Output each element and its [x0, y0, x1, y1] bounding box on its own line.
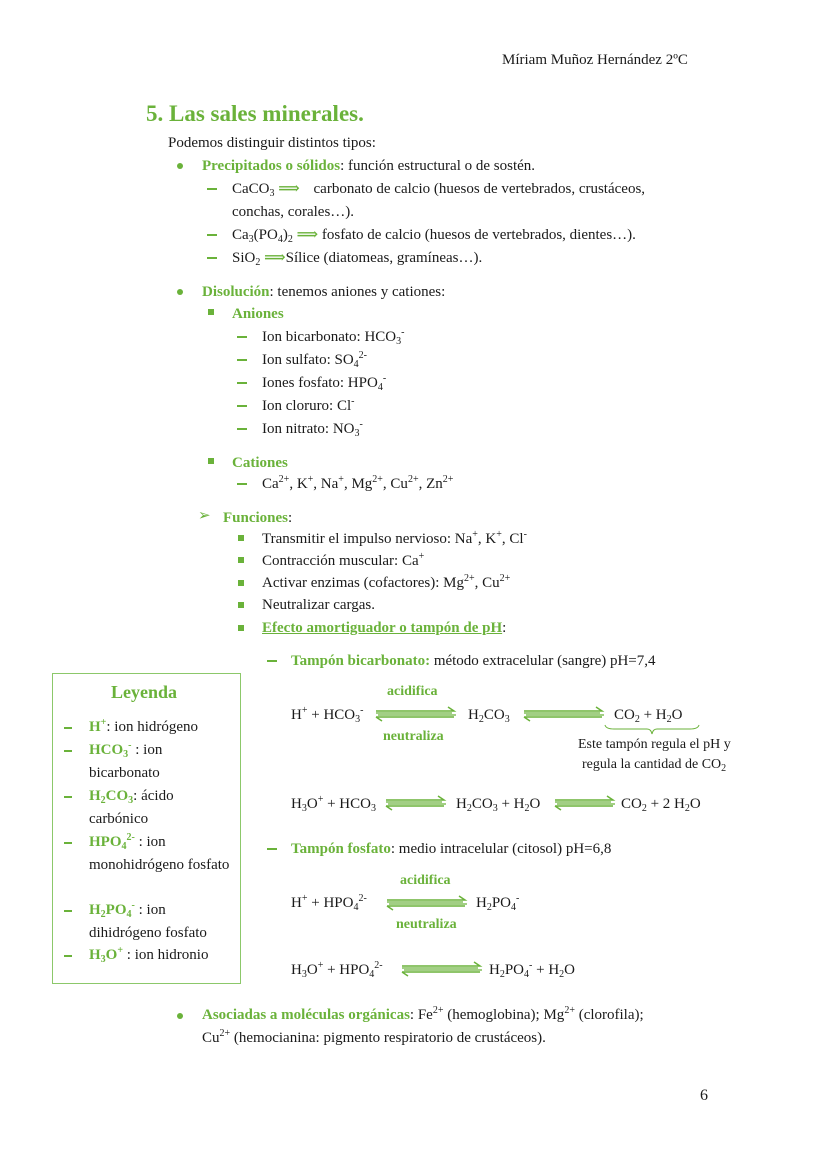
funcion-item: Transmitir el impulso nervioso: Na+, K+, Cl-	[262, 529, 527, 547]
legend-item: $H_2CO_3$: ácido carbónico	[61, 785, 236, 830]
dash-bullet	[207, 188, 217, 190]
organicas-line-2: $Cu^{2+}$ (hemocianina: pigmento respiratorio de crustáceos).	[202, 1028, 546, 1046]
legend-title: Leyenda	[111, 682, 178, 702]
disolucion-line: Disolución: tenemos aniones y cationes:	[202, 284, 446, 300]
bicarb-eq1-left: $H^+ + HCO_3^-$	[291, 705, 364, 725]
right-arrow-icon: ⟹	[264, 250, 286, 266]
square-bullet	[238, 580, 244, 586]
organicas-line-1: Asociadas a moléculas orgánicas: $Fe^{2+}$ (hemoglobina); $Mg^{2+}$ (clorofila);	[202, 1005, 644, 1023]
page-number: 6	[700, 1087, 708, 1104]
bicarb-note-2: regula la cantidad de $CO_2$	[582, 757, 727, 774]
square-bullet	[238, 625, 244, 631]
cationes-label: Cationes	[232, 455, 288, 471]
dash-bullet	[237, 359, 247, 361]
square-bullet	[238, 557, 244, 563]
precipitados-line: Precipitados o sólidos: función estructural o de sostén.	[202, 158, 536, 174]
chevron-right-icon: ➢	[198, 508, 211, 524]
equilibrium-arrow-icon	[384, 796, 448, 810]
anion-item: Ion sulfato: $SO_4^{2-}$	[262, 350, 368, 370]
equilibrium-arrow-icon	[400, 962, 484, 976]
anion-item: Iones fosfato: $HPO_4^-$	[262, 373, 387, 393]
square-bullet	[208, 309, 214, 315]
fosfato-eq1-right: $H_2PO_4^-$	[476, 893, 520, 913]
neutraliza-label: neutraliza	[396, 917, 457, 932]
bicarb-eq1-mid: $H_2CO_3$	[468, 707, 510, 725]
dash-bullet	[267, 660, 277, 662]
acidifica-label: acidifica	[387, 684, 438, 699]
legend-item: $H_2PO_4^-$ : ion dihidrógeno fosfato	[61, 899, 236, 944]
legend-item: $HPO_4^{2-}$ : ion monohidrógeno fosfato	[61, 831, 236, 876]
tampon-bicarbonato-line: Tampón bicarbonato: método extracelular (sangre) pH=7,4	[291, 653, 656, 669]
tampon-fosfato-line: Tampón fosfato: medio intracelular (citosol) pH=6,8	[291, 841, 612, 857]
funcion-item: Neutralizar cargas.	[262, 597, 375, 613]
dash-bullet	[237, 336, 247, 338]
bicarb-eq2-right: $CO_2 + 2$ $H_2O$	[621, 796, 701, 814]
bicarb-note-1: Este tampón regula el pH y	[578, 737, 731, 752]
legend-box	[52, 673, 241, 984]
anion-item: Ion cloruro: Cl-	[262, 396, 355, 414]
right-arrow-icon: ⟹	[278, 181, 300, 197]
fosfato-eq2-left: $H_3O^+ + HPO_4^{2-}$	[291, 960, 383, 980]
precip-item-caco3: CaCO$_3$ ⟹ carbonato de calcio (huesos de vertebrados, crustáceos,	[232, 181, 646, 199]
square-bullet	[208, 458, 214, 464]
square-bullet	[238, 602, 244, 608]
legend-item: H+: ion hidrógeno	[61, 716, 236, 739]
equilibrium-arrow-icon	[522, 707, 606, 721]
funciones-label: Funciones:	[223, 510, 293, 526]
equilibrium-arrow-icon	[553, 796, 617, 810]
anion-item: Ion nitrato: $NO_3^-$	[262, 419, 363, 439]
fosfato-eq2-right: $H_2PO_4^- + H_2O$	[489, 960, 576, 980]
intro-text: Podemos distinguir distintos tipos:	[168, 135, 376, 151]
bullet-dot	[177, 289, 183, 295]
dash-bullet	[237, 382, 247, 384]
dash-bullet	[237, 428, 247, 430]
precip-item-ca3po42: $Ca_3(PO_4)_2$ ⟹ fosfato de calcio (huesos de vertebrados, dientes…).	[232, 227, 636, 245]
section-title: 5. Las sales minerales.	[146, 101, 364, 126]
brace-icon	[604, 724, 700, 736]
dash-bullet	[207, 257, 217, 259]
bullet-dot	[177, 1013, 183, 1019]
cationes-list: $Ca^{2+}$, K+, Na+, $Mg^{2+}$, $Cu^{2+}$, $Zn^{2+}$	[262, 474, 454, 492]
funcion-item: Contracción muscular: Ca+	[262, 551, 425, 569]
bullet-dot	[177, 163, 183, 169]
bicarb-eq1-right: $CO_2 + H_2O$	[614, 707, 683, 725]
acidifica-label: acidifica	[400, 873, 451, 888]
efecto-heading: Efecto amortiguador o tampón de pH:	[262, 620, 507, 636]
neutraliza-label: neutraliza	[383, 729, 444, 744]
bicarb-eq2-left: $H_3O^+ + HCO_3$	[291, 794, 376, 814]
dash-bullet	[207, 234, 217, 236]
precip-item-caco3-cont: conchas, corales…).	[232, 204, 355, 220]
fosfato-eq1-left: $H^+ + HPO_4^{2-}$	[291, 893, 367, 913]
equilibrium-arrow-icon	[385, 896, 469, 910]
dash-bullet	[267, 848, 277, 850]
equilibrium-arrow-icon	[374, 707, 458, 721]
aniones-label: Aniones	[232, 306, 284, 322]
header-author: Míriam Muñoz Hernández 2ºC	[502, 52, 688, 68]
dash-bullet	[237, 405, 247, 407]
anion-item: Ion bicarbonato: $HCO_3^-$	[262, 327, 405, 347]
precip-item-sio2: SiO$_2$ ⟹Sílice (diatomeas, gramíneas…).	[232, 250, 483, 268]
legend-item: $H_3O^+$ : ion hidronio	[61, 944, 236, 967]
square-bullet	[238, 535, 244, 541]
right-arrow-icon: ⟹	[296, 227, 319, 243]
dash-bullet	[237, 483, 247, 485]
funcion-item: Activar enzimas (cofactores): $Mg^{2+}$, $Cu^{2+}$	[262, 573, 511, 591]
legend-item: $HCO_3^-$ : ion bicarbonato	[61, 739, 236, 784]
bicarb-eq2-mid: $H_2CO_3 + H_2O$	[456, 796, 541, 814]
